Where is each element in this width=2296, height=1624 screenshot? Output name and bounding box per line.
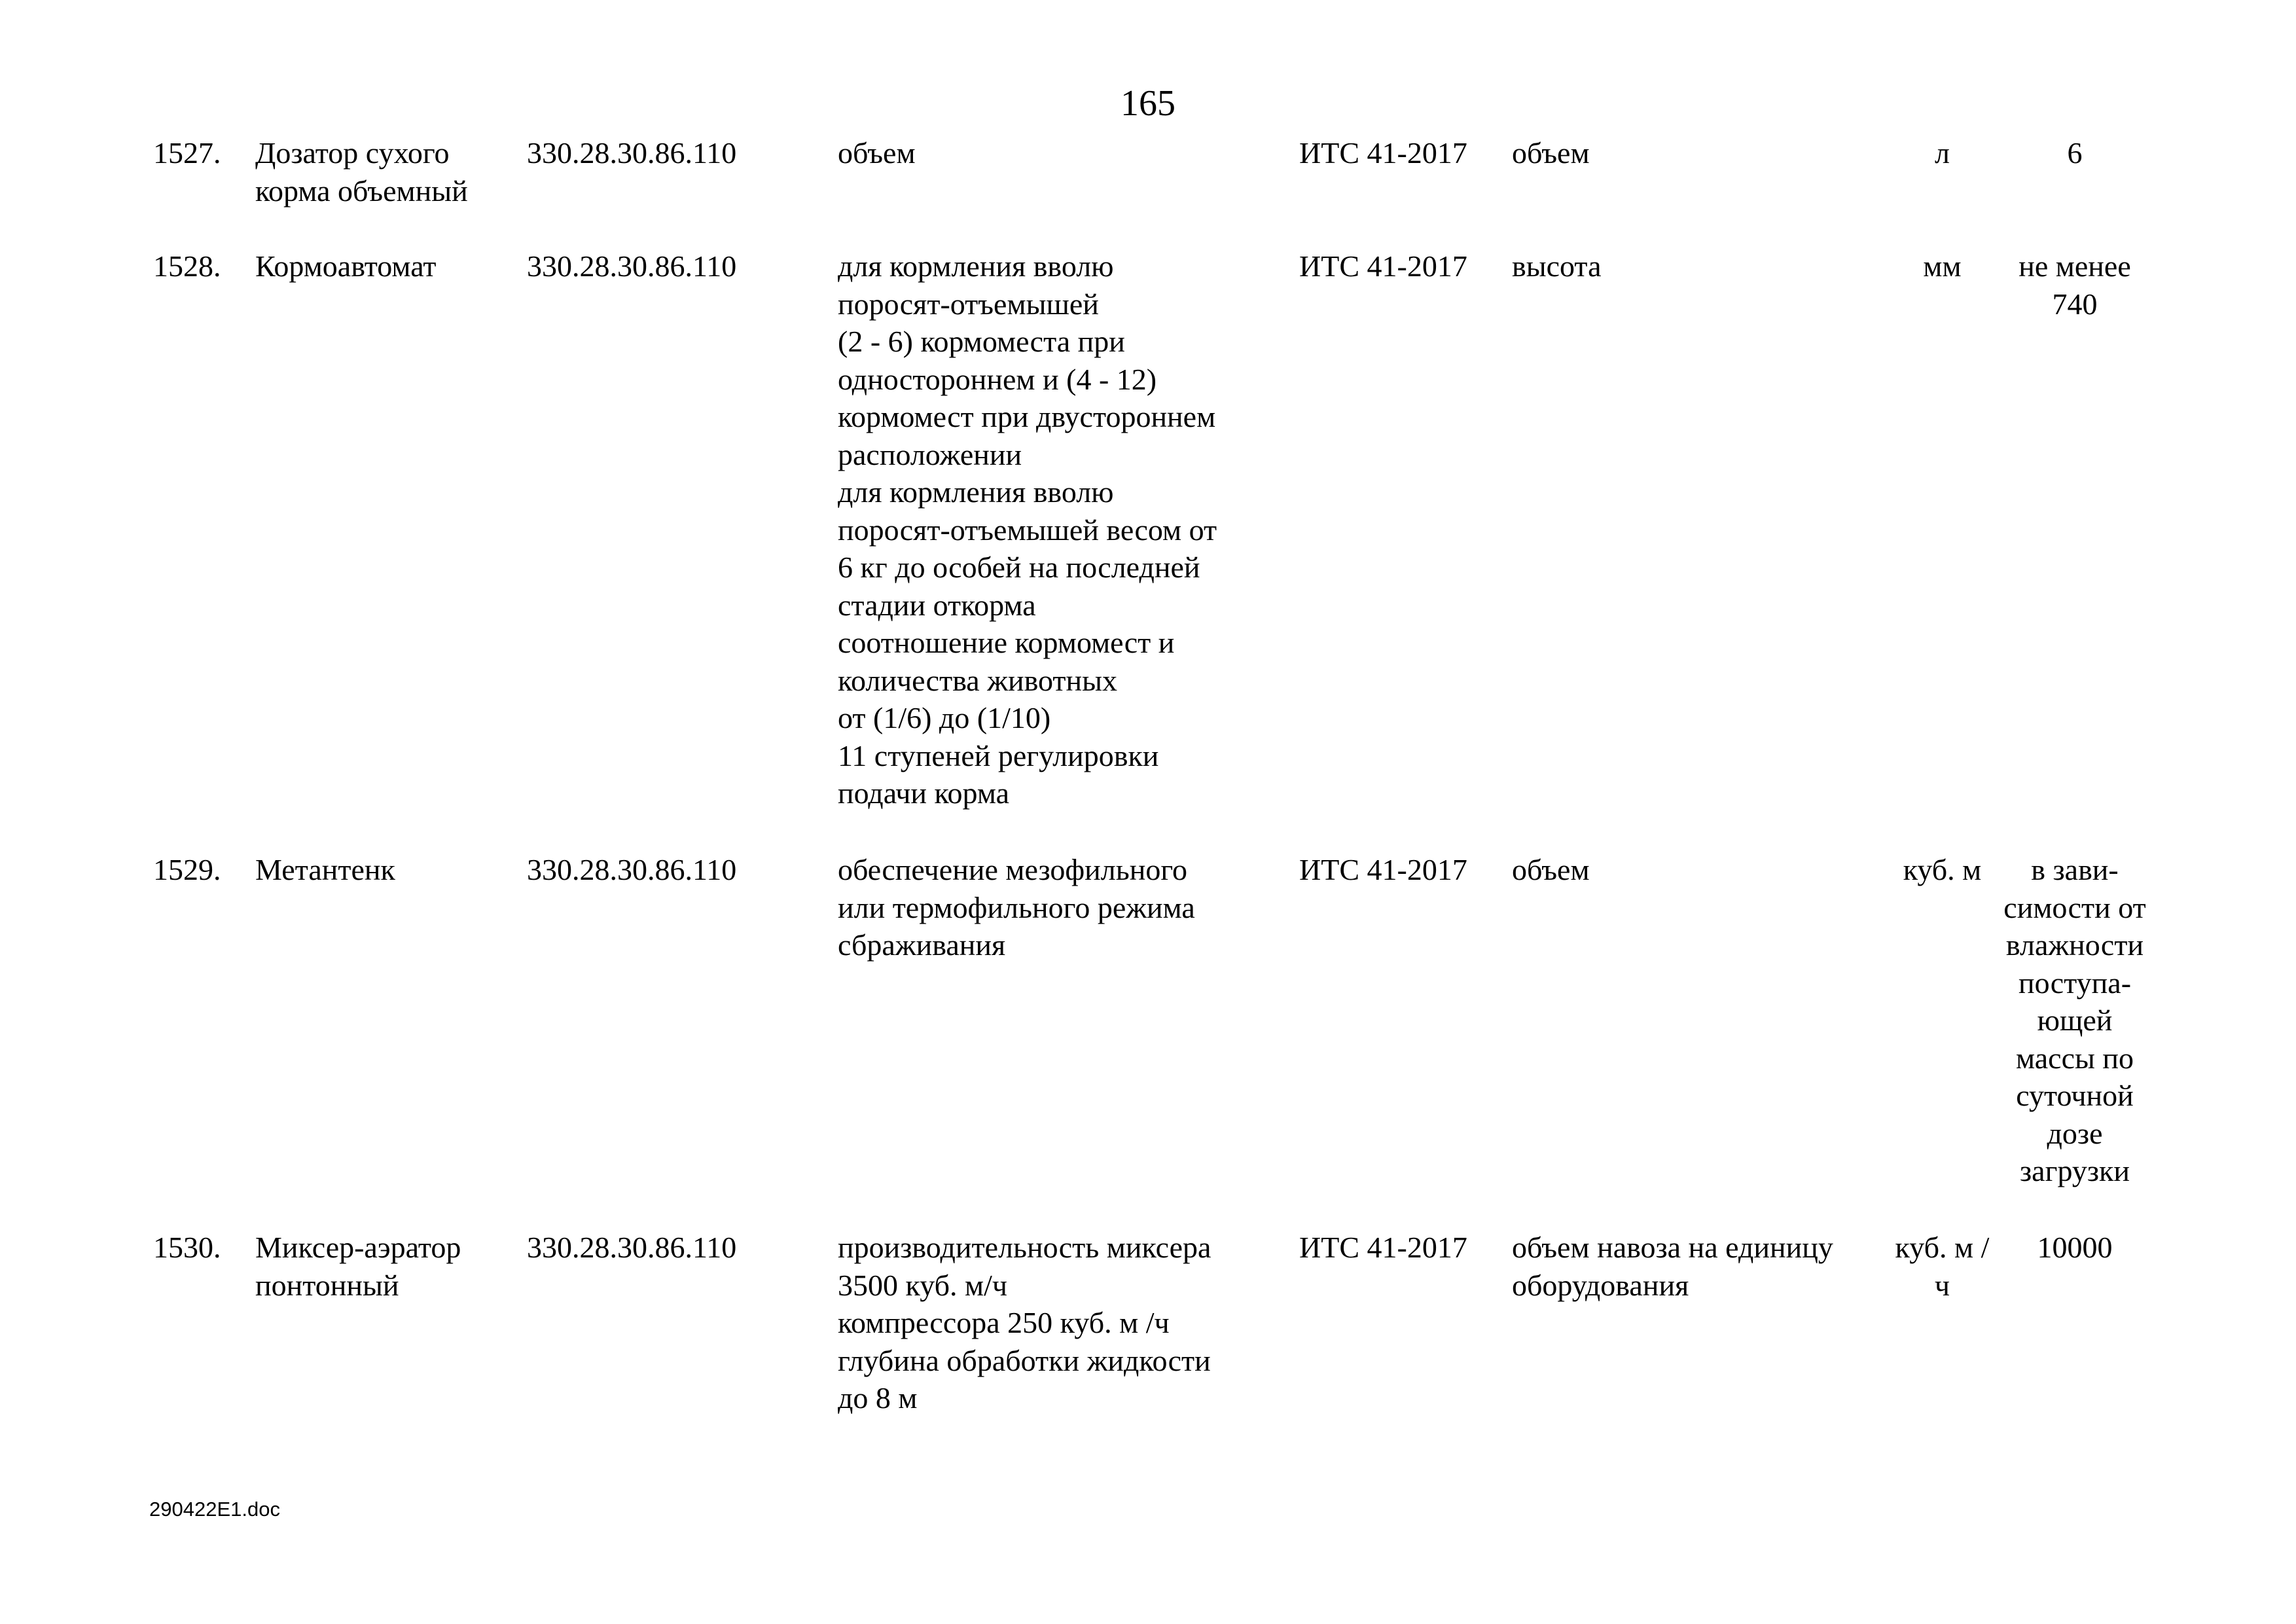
text-line: поросят-отъемышей весом от [838,513,1217,547]
text-line: оборудования [1512,1268,1689,1302]
text-line: ч [1934,1268,1950,1302]
parameter-value [1983,851,2166,1190]
text-line: сбраживания [838,928,1006,962]
text-line: корма объемный [255,173,468,208]
text-line: 11 ступеней регулировки [838,738,1159,772]
characteristic [838,1229,1211,1417]
text-line: производительность миксера [838,1231,1211,1264]
parameter-value [1983,134,2166,172]
row-number: 1530. [153,1231,221,1264]
text-line: ющей [2037,1003,2113,1037]
okpd-code: 330.28.30.86.110 [527,853,737,886]
unit [1885,1229,2000,1304]
text-line: Метантенк [255,853,395,886]
text-line: дозе [2047,1116,2103,1150]
text-line: кормомест при двустороннем [838,400,1216,433]
text-line: массы по [2015,1041,2134,1075]
text-line: объем [1512,853,1590,886]
okpd-code: 330.28.30.86.110 [527,1231,737,1264]
standard-reference: ИТС 41-2017 [1299,1231,1467,1264]
parameter-name [1512,247,1602,285]
equipment-name [255,1229,461,1304]
okpd-code: 330.28.30.86.110 [527,249,737,283]
text-line: компрессора 250 куб. м /ч [838,1306,1170,1339]
text-line: подачи корма [838,776,1010,810]
text-line: суточной [2016,1079,2134,1112]
text-line: одностороннем и (4 - 12) [838,362,1157,396]
text-line: (2 - 6) кормоместа при [838,325,1125,358]
text-line: объем [1512,136,1590,170]
text-line: стадии откорма [838,588,1036,622]
text-line: 3500 куб. м/ч [838,1268,1008,1302]
unit [1885,851,2000,889]
text-line: количества животных [838,663,1118,697]
characteristic [838,134,916,172]
text-line: понтонный [255,1268,399,1302]
text-line: 740 [2052,287,2098,321]
standard-reference: ИТС 41-2017 [1299,249,1467,283]
text-line: глубина обработки жидкости [838,1343,1211,1377]
text-line: загрузки [2020,1154,2130,1187]
text-line: до 8 м [838,1381,918,1415]
text-line: или термофильного режима [838,890,1195,924]
characteristic [838,247,1217,812]
row-number: 1527. [153,136,221,170]
text-line: для кормления вволю [838,475,1114,509]
text-line: 10000 [2037,1231,2113,1264]
text-line: для кормления вволю [838,249,1114,283]
text-line: куб. м / [1895,1231,1990,1264]
text-line: расположении [838,437,1022,471]
document-filename: 290422E1.doc [149,1498,280,1521]
characteristic [838,851,1195,964]
equipment-name [255,247,437,285]
equipment-name [255,134,468,209]
text-line: Дозатор сухого [255,136,450,170]
parameter-value [1983,1229,2166,1267]
parameter-value [1983,247,2166,323]
parameter-name [1512,1229,1833,1304]
row-number: 1529. [153,853,221,886]
okpd-code: 330.28.30.86.110 [527,136,737,170]
text-line: 6 [2067,136,2083,170]
standard-reference: ИТС 41-2017 [1299,853,1467,886]
parameter-name [1512,134,1590,172]
page-number: 165 [1121,83,1175,124]
text-line: от (1/6) до (1/10) [838,701,1051,734]
unit [1885,247,2000,285]
row-number: 1528. [153,249,221,283]
text-line: объем [838,136,916,170]
text-line: соотношение кормомест и [838,626,1175,659]
text-line: Кормоавтомат [255,249,437,283]
text-line: не менее [2018,249,2131,283]
text-line: в зави- [2031,853,2119,886]
text-line: мм [1923,249,1962,283]
parameter-name [1512,851,1590,889]
text-line: влажности [2005,928,2144,962]
text-line: л [1935,136,1950,170]
text-line: поступа- [2018,965,2132,1000]
text-line: объем навоза на единицу [1512,1231,1833,1264]
text-line: Миксер-аэратор [255,1231,461,1264]
text-line: 6 кг до особей на последней [838,550,1200,584]
text-line: симости от [2003,890,2146,924]
unit [1885,134,2000,172]
text-line: поросят-отъемышей [838,287,1099,321]
text-line: обеспечение мезофильного [838,853,1188,886]
text-line: куб. м [1903,853,1982,886]
equipment-name [255,851,395,889]
standard-reference: ИТС 41-2017 [1299,136,1467,170]
text-line: высота [1512,249,1602,283]
